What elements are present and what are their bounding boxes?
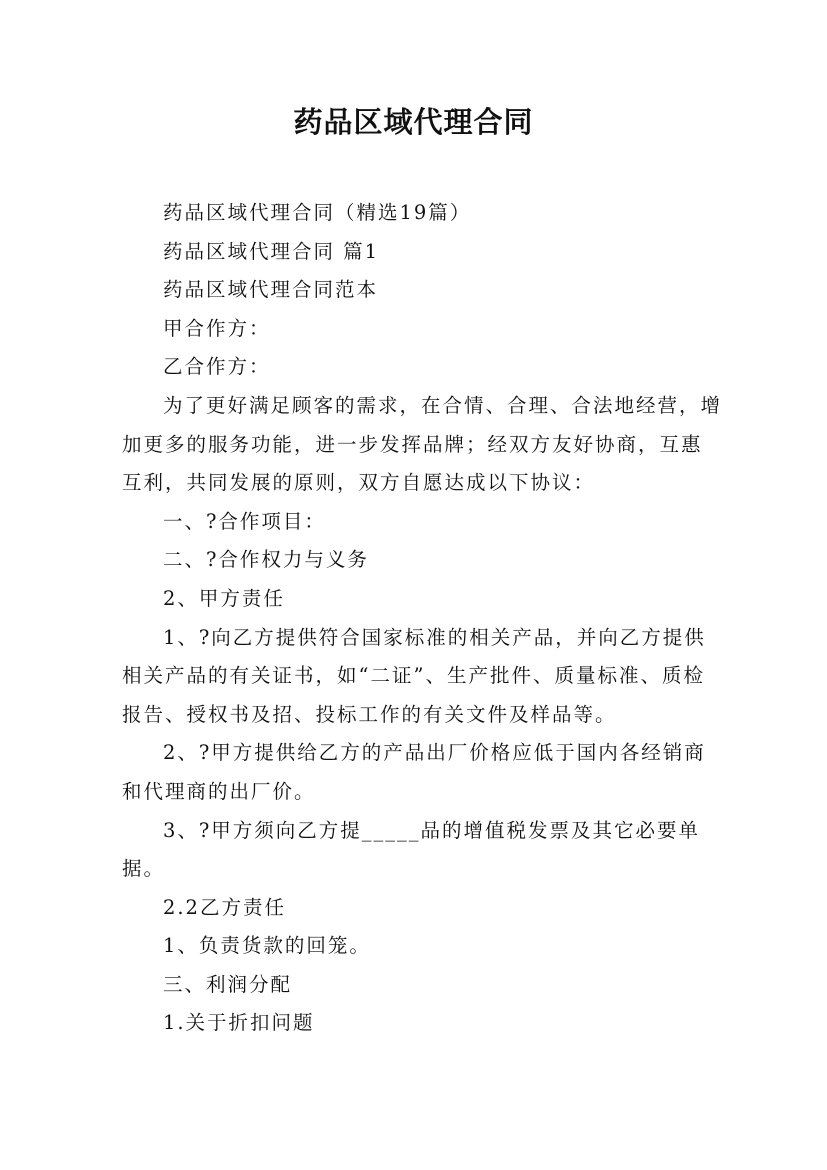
paragraph-template-title: 药品区域代理合同范本: [162, 278, 378, 302]
paragraph-party-a: 甲合作方：: [162, 316, 271, 340]
paragraph-discount: 1.关于折扣问题: [162, 1011, 315, 1035]
paragraph-duty-1: 1、?向乙方提供符合国家标准的相关产品，并向乙方提供相关产品的有关证书，如“二证”、生产批件、质量标准、质检报告、授权书及招、投标工作的有关文件及样品等。: [122, 625, 706, 726]
paragraph-party-b: 乙合作方：: [162, 355, 271, 379]
paragraph-section-heading: 药品区域代理合同 篇1: [162, 239, 380, 263]
paragraph-party-a-duties: 2、甲方责任: [162, 586, 285, 610]
paragraph-clause-three: 三、利润分配: [162, 972, 292, 996]
document-title: 药品区域代理合同: [293, 105, 534, 139]
paragraph-preamble: 为了更好满足顾客的需求，在合情、合理、合法地经营，增加更多的服务功能，进一步发挥品牌；经双方友好协商，互惠互利，共同发展的原则，双方自愿达成以下协议：: [122, 393, 722, 495]
paragraph-party-b-duty-1: 1、负责货款的回笼。: [162, 934, 371, 958]
document-body: [122, 194, 722, 1043]
paragraph-party-b-duties: 2.2乙方责任: [162, 895, 286, 919]
paragraph-clause-two: 二、?合作权力与义务: [162, 548, 369, 572]
paragraph-duty-2: 2、?甲方提供给乙方的产品出厂价格应低于国内各经销商和代理商的出厂价。: [122, 741, 706, 803]
paragraph-clause-one: 一、?合作项目：: [162, 509, 326, 533]
paragraph-duty-3: 3、?甲方须向乙方提_____品的增值税发票及其它必要单据。: [122, 818, 701, 881]
paragraph-collection-title: 药品区域代理合同（精选19篇）: [162, 201, 472, 224]
